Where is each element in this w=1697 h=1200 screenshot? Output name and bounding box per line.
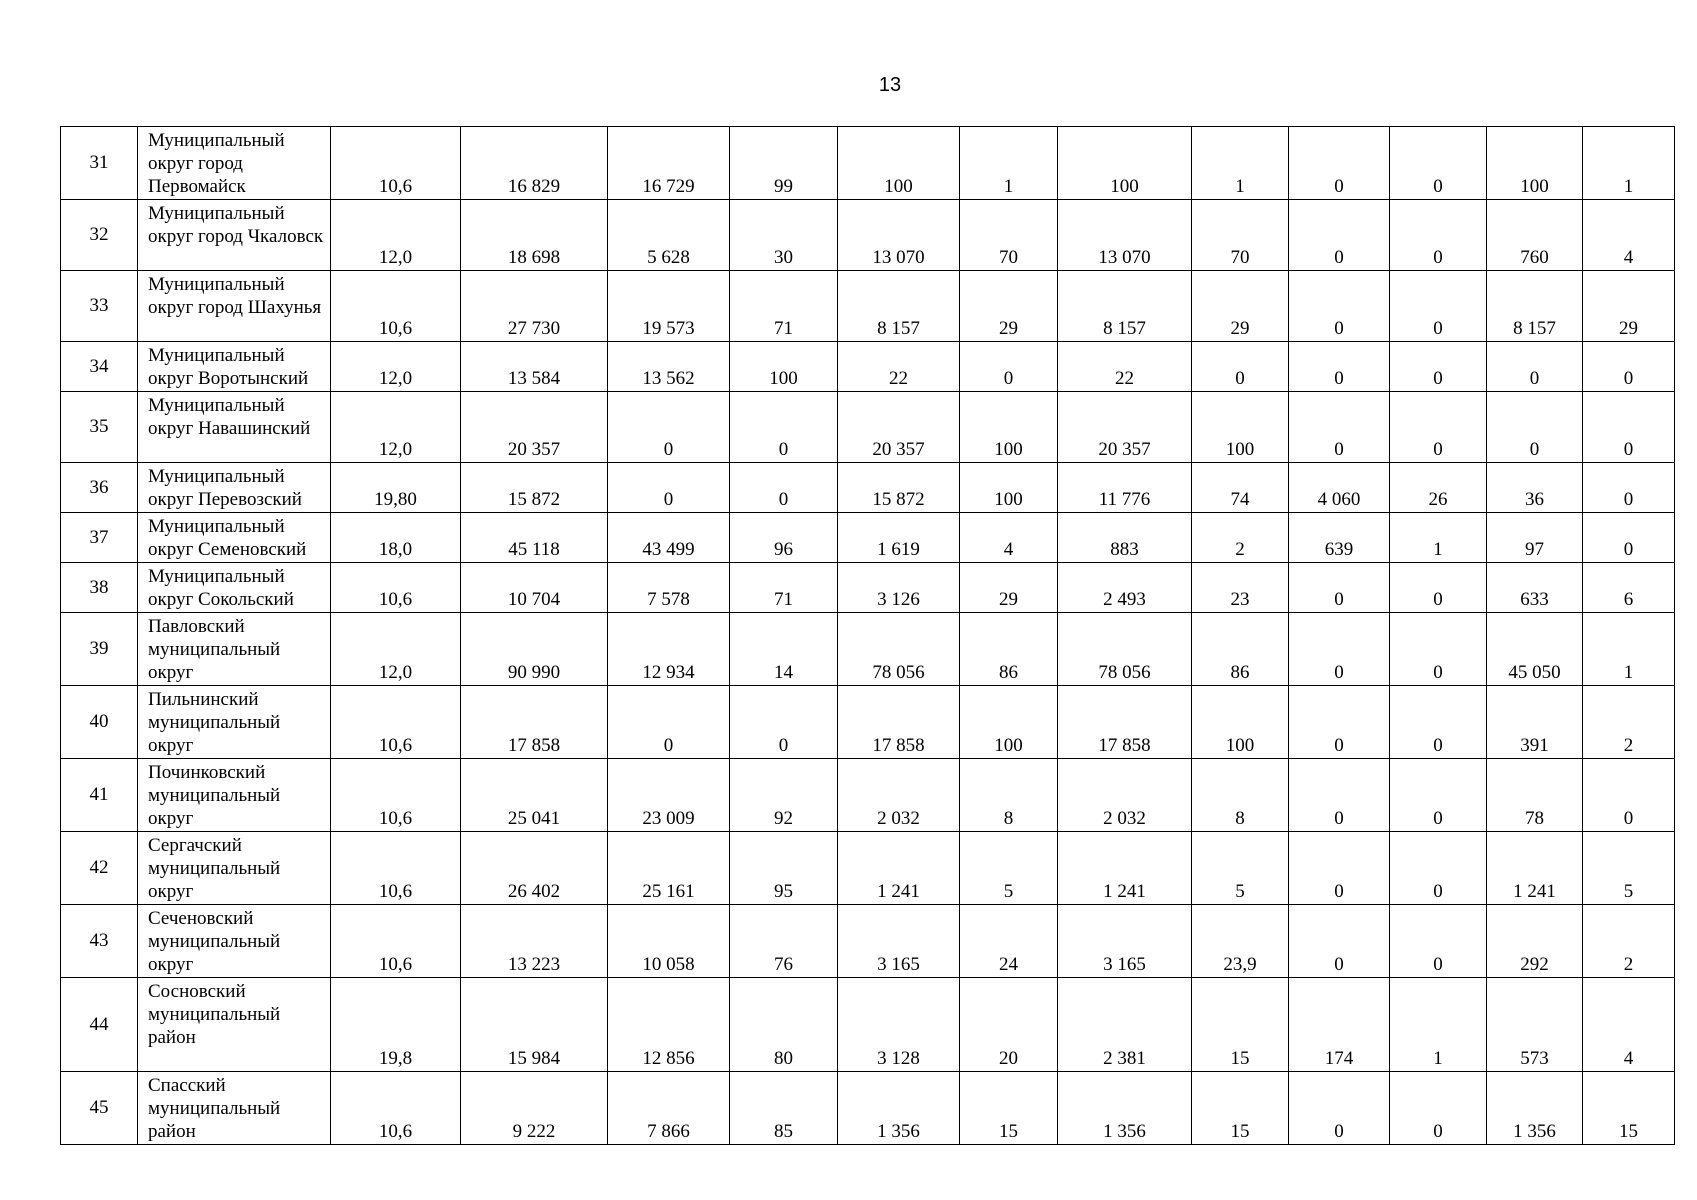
value-cell: 1 xyxy=(960,127,1058,200)
municipality-name: Муниципальный округ Сокольский xyxy=(138,563,331,613)
value-cell: 6 xyxy=(1583,563,1675,613)
table-row xyxy=(61,759,1675,832)
value-cell: 2 381 xyxy=(1058,978,1192,1072)
value-cell: 92 xyxy=(730,759,838,832)
value-cell: 12 856 xyxy=(608,978,730,1072)
table-row xyxy=(61,905,1675,978)
value-cell: 0 xyxy=(1390,759,1487,832)
value-cell: 0 xyxy=(730,392,838,463)
municipality-name: Муниципальный округ Семеновский xyxy=(138,513,331,563)
row-number: 32 xyxy=(61,200,138,271)
value-cell: 12,0 xyxy=(331,200,461,271)
value-cell: 5 628 xyxy=(608,200,730,271)
value-cell: 0 xyxy=(1289,905,1390,978)
value-cell: 10,6 xyxy=(331,686,461,759)
value-cell: 10,6 xyxy=(331,563,461,613)
value-cell: 2 032 xyxy=(1058,759,1192,832)
value-cell: 85 xyxy=(730,1072,838,1145)
value-cell: 43 499 xyxy=(608,513,730,563)
table-row xyxy=(61,563,1675,613)
value-cell: 0 xyxy=(1289,1072,1390,1145)
value-cell: 13 584 xyxy=(461,342,608,392)
value-cell: 90 990 xyxy=(461,613,608,686)
value-cell: 8 157 xyxy=(1487,271,1583,342)
value-cell: 19 573 xyxy=(608,271,730,342)
value-cell: 45 050 xyxy=(1487,613,1583,686)
value-cell: 1 356 xyxy=(1487,1072,1583,1145)
row-number: 36 xyxy=(61,463,138,513)
value-cell: 20 357 xyxy=(1058,392,1192,463)
table-row xyxy=(61,978,1675,1072)
row-number: 39 xyxy=(61,613,138,686)
value-cell: 22 xyxy=(838,342,960,392)
municipality-name: Муниципальный округ Навашинский xyxy=(138,392,331,463)
value-cell: 0 xyxy=(608,463,730,513)
value-cell: 0 xyxy=(1390,392,1487,463)
table-row xyxy=(61,200,1675,271)
value-cell: 5 xyxy=(1192,832,1289,905)
table-row xyxy=(61,1072,1675,1145)
value-cell: 17 858 xyxy=(838,686,960,759)
value-cell: 0 xyxy=(1390,686,1487,759)
value-cell: 15 984 xyxy=(461,978,608,1072)
value-cell: 10,6 xyxy=(331,759,461,832)
value-cell: 0 xyxy=(1289,759,1390,832)
value-cell: 2 xyxy=(1583,686,1675,759)
value-cell: 0 xyxy=(1583,513,1675,563)
value-cell: 9 222 xyxy=(461,1072,608,1145)
municipality-name: Муниципальный округ город Шахунья xyxy=(138,271,331,342)
municipality-name: Павловский муниципальный округ xyxy=(138,613,331,686)
value-cell: 97 xyxy=(1487,513,1583,563)
value-cell: 86 xyxy=(1192,613,1289,686)
value-cell: 26 402 xyxy=(461,832,608,905)
table-row xyxy=(61,613,1675,686)
value-cell: 0 xyxy=(960,342,1058,392)
value-cell: 0 xyxy=(1390,905,1487,978)
value-cell: 5 xyxy=(1583,832,1675,905)
value-cell: 15 872 xyxy=(838,463,960,513)
row-number: 35 xyxy=(61,392,138,463)
value-cell: 27 730 xyxy=(461,271,608,342)
municipality-name: Спасский муниципальный район xyxy=(138,1072,331,1145)
row-number: 43 xyxy=(61,905,138,978)
row-number: 45 xyxy=(61,1072,138,1145)
municipality-name: Сергачский муниципальный округ xyxy=(138,832,331,905)
value-cell: 100 xyxy=(1487,127,1583,200)
value-cell: 23 xyxy=(1192,563,1289,613)
table-row xyxy=(61,832,1675,905)
value-cell: 30 xyxy=(730,200,838,271)
row-number: 34 xyxy=(61,342,138,392)
value-cell: 100 xyxy=(1192,686,1289,759)
value-cell: 1 241 xyxy=(838,832,960,905)
value-cell: 26 xyxy=(1390,463,1487,513)
value-cell: 78 xyxy=(1487,759,1583,832)
value-cell: 13 070 xyxy=(838,200,960,271)
value-cell: 174 xyxy=(1289,978,1390,1072)
value-cell: 1 xyxy=(1583,613,1675,686)
value-cell: 100 xyxy=(838,127,960,200)
municipality-name: Муниципальный округ Воротынский xyxy=(138,342,331,392)
value-cell: 0 xyxy=(1289,392,1390,463)
row-number: 40 xyxy=(61,686,138,759)
value-cell: 0 xyxy=(1289,613,1390,686)
municipality-name: Сеченовский муниципальный округ xyxy=(138,905,331,978)
value-cell: 1 xyxy=(1583,127,1675,200)
value-cell: 0 xyxy=(1390,832,1487,905)
value-cell: 15 xyxy=(1192,1072,1289,1145)
value-cell: 4 xyxy=(1583,200,1675,271)
value-cell: 10 058 xyxy=(608,905,730,978)
value-cell: 883 xyxy=(1058,513,1192,563)
value-cell: 74 xyxy=(1192,463,1289,513)
value-cell: 20 357 xyxy=(838,392,960,463)
value-cell: 0 xyxy=(1390,342,1487,392)
value-cell: 0 xyxy=(1390,563,1487,613)
value-cell: 10,6 xyxy=(331,905,461,978)
value-cell: 17 858 xyxy=(1058,686,1192,759)
value-cell: 12,0 xyxy=(331,392,461,463)
value-cell: 0 xyxy=(1583,392,1675,463)
value-cell: 2 493 xyxy=(1058,563,1192,613)
value-cell: 0 xyxy=(1487,392,1583,463)
value-cell: 86 xyxy=(960,613,1058,686)
value-cell: 71 xyxy=(730,563,838,613)
value-cell: 0 xyxy=(1390,613,1487,686)
value-cell: 80 xyxy=(730,978,838,1072)
table-row xyxy=(61,127,1675,200)
table-row xyxy=(61,342,1675,392)
value-cell: 100 xyxy=(960,392,1058,463)
value-cell: 0 xyxy=(1289,832,1390,905)
value-cell: 23 009 xyxy=(608,759,730,832)
value-cell: 45 118 xyxy=(461,513,608,563)
row-number: 33 xyxy=(61,271,138,342)
value-cell: 3 165 xyxy=(838,905,960,978)
value-cell: 0 xyxy=(730,686,838,759)
value-cell: 10,6 xyxy=(331,271,461,342)
value-cell: 0 xyxy=(1390,1072,1487,1145)
value-cell: 78 056 xyxy=(838,613,960,686)
row-number: 41 xyxy=(61,759,138,832)
value-cell: 0 xyxy=(1289,563,1390,613)
municipality-name: Сосновский муниципальный район xyxy=(138,978,331,1072)
value-cell: 7 578 xyxy=(608,563,730,613)
value-cell: 3 126 xyxy=(838,563,960,613)
value-cell: 14 xyxy=(730,613,838,686)
value-cell: 639 xyxy=(1289,513,1390,563)
value-cell: 3 165 xyxy=(1058,905,1192,978)
value-cell: 95 xyxy=(730,832,838,905)
value-cell: 12,0 xyxy=(331,342,461,392)
value-cell: 0 xyxy=(1583,463,1675,513)
value-cell: 19,8 xyxy=(331,978,461,1072)
value-cell: 2 xyxy=(1192,513,1289,563)
table-row xyxy=(61,463,1675,513)
value-cell: 633 xyxy=(1487,563,1583,613)
value-cell: 573 xyxy=(1487,978,1583,1072)
value-cell: 10,6 xyxy=(331,127,461,200)
value-cell: 0 xyxy=(1390,271,1487,342)
value-cell: 1 356 xyxy=(838,1072,960,1145)
value-cell: 0 xyxy=(608,686,730,759)
value-cell: 22 xyxy=(1058,342,1192,392)
value-cell: 0 xyxy=(1289,127,1390,200)
value-cell: 0 xyxy=(730,463,838,513)
municipality-name: Муниципальный округ город Первомайск xyxy=(138,127,331,200)
value-cell: 2 xyxy=(1583,905,1675,978)
value-cell: 18,0 xyxy=(331,513,461,563)
value-cell: 100 xyxy=(1192,392,1289,463)
value-cell: 10,6 xyxy=(331,832,461,905)
value-cell: 1 241 xyxy=(1487,832,1583,905)
value-cell: 76 xyxy=(730,905,838,978)
value-cell: 4 xyxy=(1583,978,1675,1072)
value-cell: 4 060 xyxy=(1289,463,1390,513)
value-cell: 18 698 xyxy=(461,200,608,271)
value-cell: 1 619 xyxy=(838,513,960,563)
value-cell: 0 xyxy=(1583,759,1675,832)
value-cell: 391 xyxy=(1487,686,1583,759)
value-cell: 0 xyxy=(1289,271,1390,342)
value-cell: 29 xyxy=(960,563,1058,613)
value-cell: 8 157 xyxy=(1058,271,1192,342)
value-cell: 7 866 xyxy=(608,1072,730,1145)
value-cell: 10,6 xyxy=(331,1072,461,1145)
value-cell: 96 xyxy=(730,513,838,563)
value-cell: 8 xyxy=(1192,759,1289,832)
value-cell: 0 xyxy=(1390,200,1487,271)
value-cell: 8 xyxy=(960,759,1058,832)
value-cell: 12 934 xyxy=(608,613,730,686)
value-cell: 17 858 xyxy=(461,686,608,759)
table-row xyxy=(61,271,1675,342)
value-cell: 5 xyxy=(960,832,1058,905)
value-cell: 20 xyxy=(960,978,1058,1072)
value-cell: 1 xyxy=(1390,513,1487,563)
value-cell: 15 872 xyxy=(461,463,608,513)
value-cell: 23,9 xyxy=(1192,905,1289,978)
value-cell: 19,80 xyxy=(331,463,461,513)
value-cell: 13 223 xyxy=(461,905,608,978)
value-cell: 100 xyxy=(960,686,1058,759)
municipality-name: Починковский муниципальный округ xyxy=(138,759,331,832)
value-cell: 16 729 xyxy=(608,127,730,200)
value-cell: 29 xyxy=(1583,271,1675,342)
value-cell: 0 xyxy=(1487,342,1583,392)
value-cell: 36 xyxy=(1487,463,1583,513)
value-cell: 292 xyxy=(1487,905,1583,978)
value-cell: 71 xyxy=(730,271,838,342)
value-cell: 25 041 xyxy=(461,759,608,832)
value-cell: 100 xyxy=(730,342,838,392)
value-cell: 10 704 xyxy=(461,563,608,613)
value-cell: 8 157 xyxy=(838,271,960,342)
value-cell: 0 xyxy=(1390,127,1487,200)
value-cell: 1 xyxy=(1192,127,1289,200)
value-cell: 29 xyxy=(960,271,1058,342)
value-cell: 0 xyxy=(1192,342,1289,392)
value-cell: 100 xyxy=(960,463,1058,513)
value-cell: 0 xyxy=(1289,342,1390,392)
row-number: 38 xyxy=(61,563,138,613)
value-cell: 100 xyxy=(1058,127,1192,200)
value-cell: 1 356 xyxy=(1058,1072,1192,1145)
value-cell: 2 032 xyxy=(838,759,960,832)
municipality-name: Пильнинский муниципальный округ xyxy=(138,686,331,759)
value-cell: 70 xyxy=(960,200,1058,271)
table-row xyxy=(61,392,1675,463)
value-cell: 0 xyxy=(1289,200,1390,271)
table-row xyxy=(61,513,1675,563)
table-row xyxy=(61,686,1675,759)
data-table xyxy=(60,126,1675,1145)
municipality-name: Муниципальный округ Перевозский xyxy=(138,463,331,513)
value-cell: 0 xyxy=(1583,342,1675,392)
value-cell: 3 128 xyxy=(838,978,960,1072)
value-cell: 0 xyxy=(1289,686,1390,759)
value-cell: 13 070 xyxy=(1058,200,1192,271)
value-cell: 1 xyxy=(1390,978,1487,1072)
value-cell: 0 xyxy=(608,392,730,463)
value-cell: 15 xyxy=(960,1072,1058,1145)
value-cell: 16 829 xyxy=(461,127,608,200)
row-number: 37 xyxy=(61,513,138,563)
value-cell: 99 xyxy=(730,127,838,200)
value-cell: 29 xyxy=(1192,271,1289,342)
value-cell: 11 776 xyxy=(1058,463,1192,513)
value-cell: 1 241 xyxy=(1058,832,1192,905)
value-cell: 70 xyxy=(1192,200,1289,271)
row-number: 31 xyxy=(61,127,138,200)
value-cell: 4 xyxy=(960,513,1058,563)
value-cell: 12,0 xyxy=(331,613,461,686)
value-cell: 15 xyxy=(1583,1072,1675,1145)
value-cell: 13 562 xyxy=(608,342,730,392)
value-cell: 24 xyxy=(960,905,1058,978)
table-body xyxy=(61,127,1675,1145)
row-number: 42 xyxy=(61,832,138,905)
value-cell: 20 357 xyxy=(461,392,608,463)
value-cell: 25 161 xyxy=(608,832,730,905)
value-cell: 15 xyxy=(1192,978,1289,1072)
page-number: 13 xyxy=(878,74,902,96)
municipality-name: Муниципальный округ город Чкаловск xyxy=(138,200,331,271)
value-cell: 78 056 xyxy=(1058,613,1192,686)
row-number: 44 xyxy=(61,978,138,1072)
value-cell: 760 xyxy=(1487,200,1583,271)
